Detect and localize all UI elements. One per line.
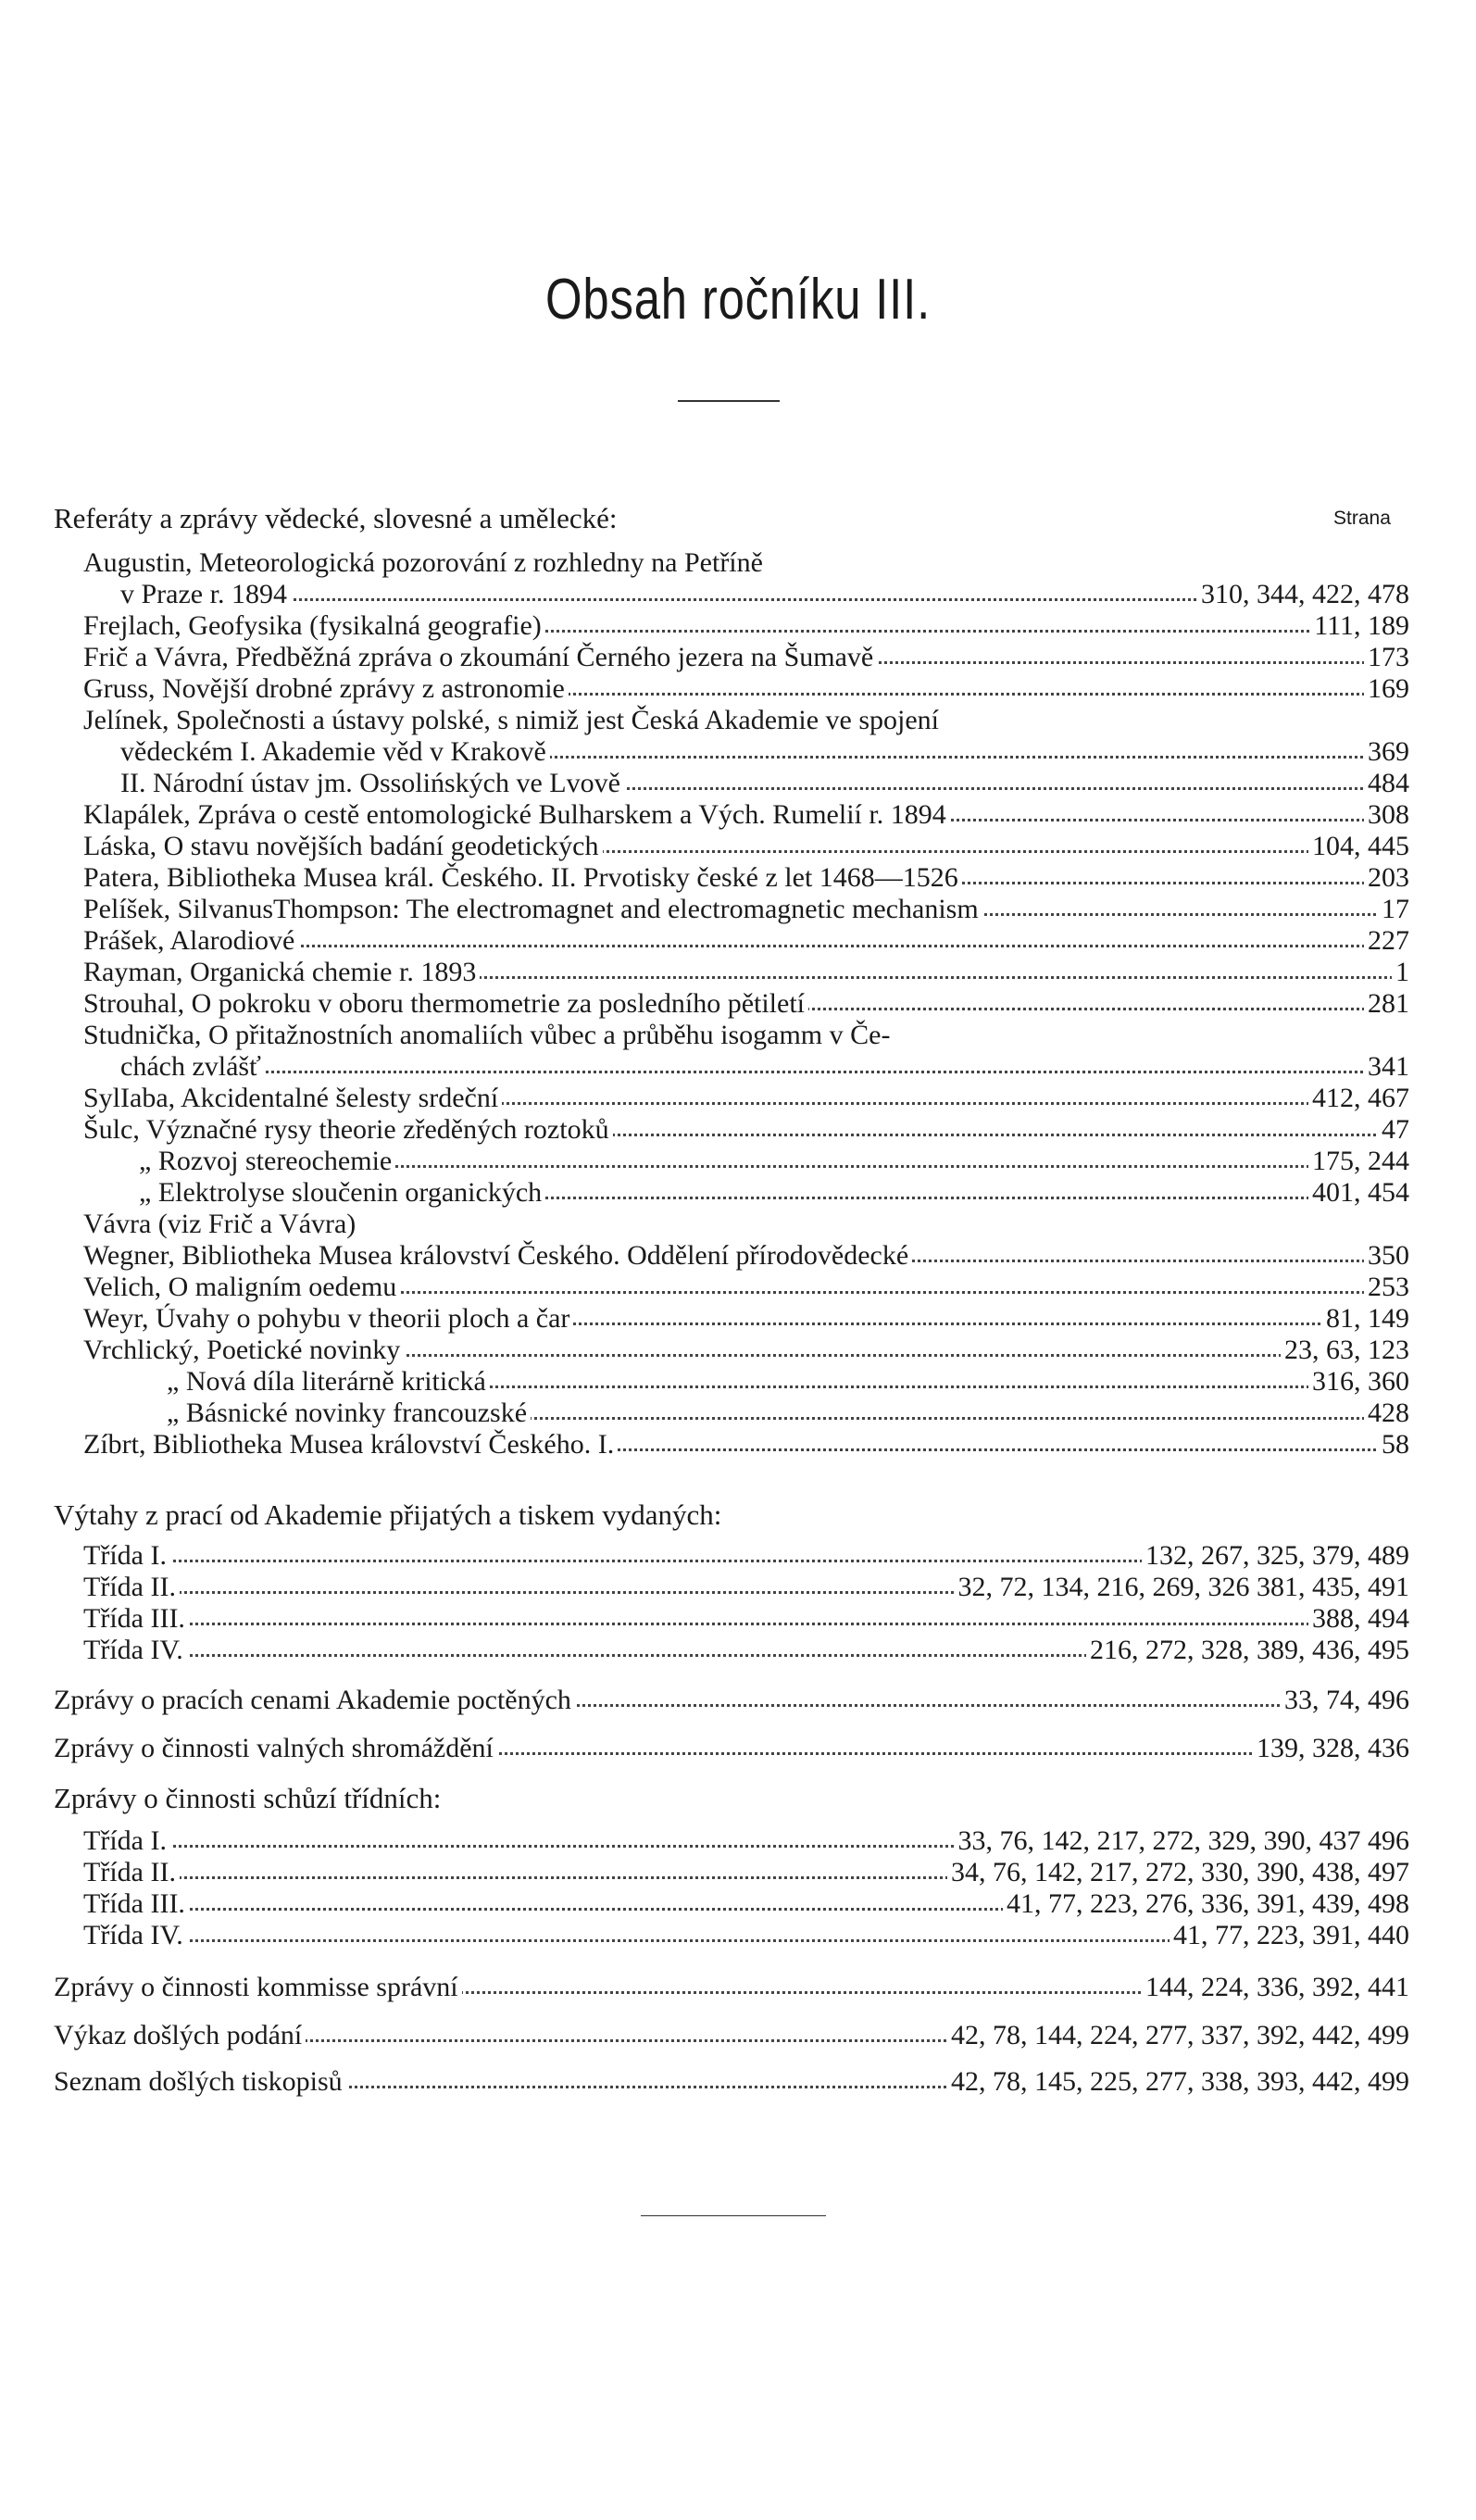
toc-entry: Zprávy o činnosti kommisse správní 144, 224, 336, 392, 441 xyxy=(54,1972,1409,2002)
toc-entry: „ Nová díla literárně kritická 316, 360 xyxy=(167,1366,1409,1397)
toc-entry: Láska, O stavu novějších badání geodetických 104, 445 xyxy=(83,831,1409,861)
toc-entry: Třída III. 41, 77, 223, 276, 336, 391, 439, 498 xyxy=(83,1888,1409,1919)
section-heading-referaty: Referáty a zprávy vědecké, slovesné a umělecké: xyxy=(54,502,618,534)
toc-entry: Vrchlický, Poetické novinky 23, 63, 123 xyxy=(83,1335,1409,1365)
bottom-divider xyxy=(641,2215,826,2216)
toc-entry: Patera, Bibliotheka Musea král. Českého. II. Prvotisky české z let 1468—1526 203 xyxy=(83,862,1409,893)
toc-entry: v Praze r. 1894 310, 344, 422, 478 xyxy=(120,579,1409,609)
toc-entry: Třída I. 33, 76, 142, 217, 272, 329, 390, 437 496 xyxy=(83,1825,1409,1856)
toc-entry: Frič a Vávra, Předběžná zpráva o zkoumání Černého jezera na Šumavě 173 xyxy=(83,642,1409,672)
toc-entry: Augustin, Meteorologická pozorování z rozhledny na Petříně xyxy=(83,548,1409,578)
toc-entry: Prášek, Alarodiové 227 xyxy=(83,925,1409,956)
toc-entry: Studnička, O přitažnostních anomaliích vůbec a průběhu isogamm v Če- xyxy=(83,1021,1409,1050)
toc-entry: Třída I. 132, 267, 325, 379, 489 xyxy=(83,1540,1409,1571)
toc-entry: Pelíšek, SilvanusThompson: The electromagnet and electromagnetic mechanism 17 xyxy=(83,894,1409,924)
toc-entry: Třída III. 388, 494 xyxy=(83,1603,1409,1634)
toc-entry: „ Básnické novinky francouzské 428 xyxy=(167,1398,1409,1428)
toc-entry: SylIaba, Akcidentalné šelesty srdeční 412, 467 xyxy=(83,1083,1409,1113)
toc-entry: Třída II. 32, 72, 134, 216, 269, 326 381, 435, 491 xyxy=(83,1572,1409,1602)
toc-entry: Šulc, Význačné rysy theorie zředěných roztoků 47 xyxy=(83,1114,1409,1145)
toc-entry: Klapálek, Zpráva o cestě entomologické Bulharskem a Vých. Rumelií r. 1894 308 xyxy=(83,799,1409,830)
toc-entry: Wegner, Bibliotheka Musea království Českého. Oddělení přírodovědecké 350 xyxy=(83,1240,1409,1271)
toc-entry: „ Rozvoj stereochemie 175, 244 xyxy=(139,1146,1409,1176)
toc-entry: Strouhal, O pokroku v oboru thermometrie za posledního pětiletí 281 xyxy=(83,988,1409,1019)
section-heading-schuze: Zprávy o činnosti schůzí třídních: xyxy=(54,1782,442,1814)
toc-entry: Rayman, Organická chemie r. 1893 1 xyxy=(83,957,1409,987)
toc-entry: Frejlach, Geofysika (fysikalná geografie) 111, 189 xyxy=(83,610,1409,641)
toc-entry: „ Elektrolyse sloučenin organických 401, 454 xyxy=(139,1177,1409,1208)
toc-entry: Zprávy o pracích cenami Akademie poctěných 33, 74, 496 xyxy=(54,1685,1409,1715)
toc-entry: Třída IV. 216, 272, 328, 389, 436, 495 xyxy=(83,1635,1409,1665)
toc-entry: Vávra (viz Frič a Vávra) xyxy=(83,1210,1409,1239)
page-title: Obsah ročníku III. xyxy=(544,268,932,332)
toc-entry: Weyr, Úvahy o pohybu v theorii ploch a čar 81, 149 xyxy=(83,1303,1409,1334)
toc-entry: Zprávy o činnosti valných shromáždění 139, 328, 436 xyxy=(54,1733,1409,1763)
toc-entry: Zíbrt, Bibliotheka Musea království Českého. I. 58 xyxy=(83,1429,1409,1460)
toc-entry: Jelínek, Společnosti a ústavy polské, s nimiž jest Česká Akademie ve spojení xyxy=(83,706,1409,735)
toc-entry: Seznam došlých tiskopisů 42, 78, 145, 225, 277, 338, 393, 442, 499 xyxy=(54,2066,1409,2097)
toc-entry: vědeckém I. Akademie věd v Krakově 369 xyxy=(120,736,1409,767)
toc-entry: II. Národní ústav jm. Ossolińských ve Lvově 484 xyxy=(120,768,1409,798)
toc-entry: Třída II. 34, 76, 142, 217, 272, 330, 390, 438, 497 xyxy=(83,1857,1409,1887)
toc-entry: chách zvlášť 341 xyxy=(120,1051,1409,1082)
section-heading-vytahy: Výtahy z prací od Akademie přijatých a tiskem vydaných: xyxy=(54,1498,722,1531)
toc-entry: Velich, O maligním oedemu 253 xyxy=(83,1272,1409,1302)
toc-entry: Gruss, Novější drobné zprávy z astronomie 169 xyxy=(83,673,1409,704)
toc-entry: Výkaz došlých podání 42, 78, 144, 224, 277, 337, 392, 442, 499 xyxy=(54,2020,1409,2050)
toc-entry: Třída IV. 41, 77, 223, 391, 440 xyxy=(83,1920,1409,1950)
title-divider xyxy=(678,400,780,402)
page-column-label: Strana xyxy=(1333,508,1391,529)
